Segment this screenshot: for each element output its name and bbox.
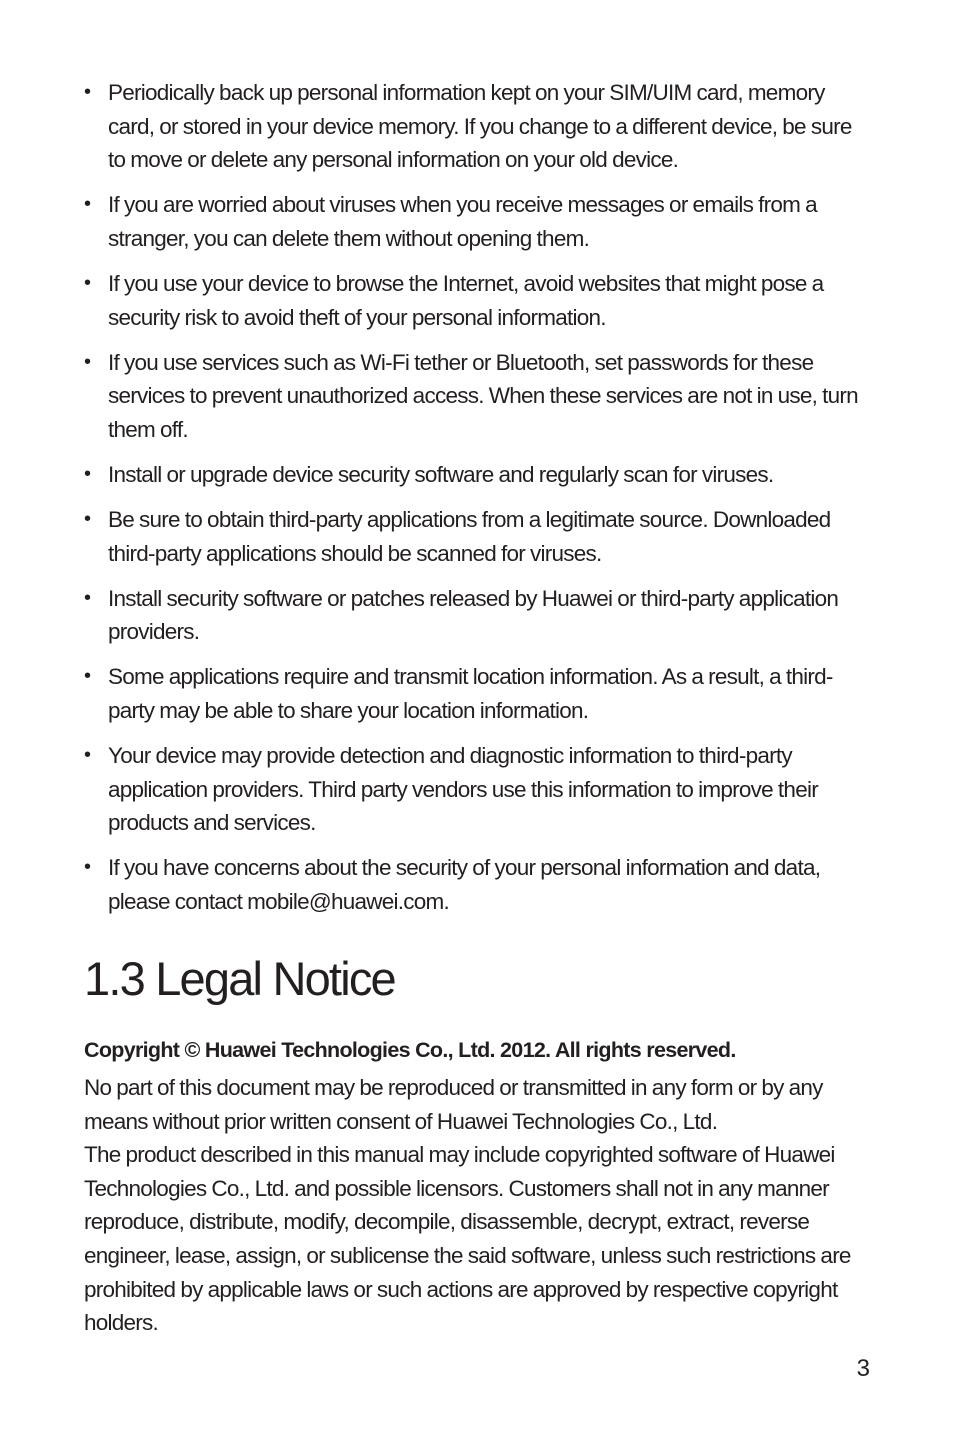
list-item-text: Install security software or patches released by Huawei or third-party application providers.	[108, 585, 839, 645]
list-item	[84, 267, 870, 334]
bullet-icon: •	[84, 586, 91, 609]
bullet-icon: •	[84, 271, 91, 294]
list-item-text: Be sure to obtain third-party applications from a legitimate source. Downloaded third-party applications should be scanned for viruses.	[108, 507, 831, 566]
bullet-icon: •	[84, 508, 91, 531]
list-item	[84, 739, 870, 840]
list-item	[84, 582, 870, 649]
bullet-icon: •	[84, 744, 91, 767]
list-item	[84, 76, 870, 177]
legal-paragraph: No part of this document may be reproduced or transmitted in any form or by any means without prior written consent of Huawei Technologies Co., Ltd.	[84, 1075, 823, 1134]
list-item-text: If you have concerns about the security of your personal information and data, please contact mobile@huawei.com.	[108, 855, 821, 914]
list-item-text: If you use your device to browse the Internet, avoid websites that might pose a security risk to avoid theft of your personal information.	[108, 270, 824, 330]
legal-paragraph: The product described in this manual may include copyrighted software of Huawei Technologies Co., Ltd. and possible licensors. Customers shall not in any manner reproduce, distribute, modify, decompile, disassemble, decrypt, extract, reverse engineer, lease, assign, or sublicense the said software, unless such restrictions are prohibited by applicable laws or such actions are approved by respective copyright holders.	[84, 1142, 851, 1336]
page-number: 3	[856, 1355, 870, 1382]
bullet-icon: •	[84, 856, 91, 879]
list-item	[84, 458, 870, 492]
list-item	[84, 503, 870, 570]
copyright-statement: Copyright © Huawei Technologies Co., Ltd. 2012. All rights reserved.	[84, 1038, 736, 1062]
list-item	[84, 660, 870, 727]
list-item	[84, 851, 870, 918]
legal-notice-body	[84, 1071, 874, 1340]
list-item-text: If you are worried about viruses when you receive messages or emails from a stranger, you can delete them without opening them.	[108, 192, 817, 251]
bullet-icon: •	[84, 350, 91, 373]
list-item-text: Install or upgrade device security software and regularly scan for viruses.	[108, 461, 774, 487]
list-item-text: Your device may provide detection and diagnostic information to third-party application providers. Third party vendors use this information to improve their products and services.	[108, 743, 818, 836]
list-item	[84, 346, 870, 447]
bullet-icon: •	[84, 665, 91, 688]
list-item-text: Periodically back up personal information kept on your SIM/UIM card, memory card, or stored in your device memory. If you change to a different device, be sure to move or delete any personal information on your old device.	[108, 80, 852, 173]
list-item-text: If you use services such as Wi-Fi tether or Bluetooth, set passwords for these services to prevent unauthorized access. When these services are not in use, turn them off.	[108, 349, 858, 442]
security-tips-list	[84, 76, 870, 930]
section-heading: 1.3 Legal Notice	[84, 952, 395, 1005]
list-item-text: Some applications require and transmit location information. As a result, a third-party may be able to share your location information.	[108, 664, 833, 723]
bullet-icon: •	[84, 81, 91, 103]
bullet-icon: •	[84, 462, 91, 485]
bullet-icon: •	[84, 193, 91, 216]
list-item	[84, 188, 870, 255]
